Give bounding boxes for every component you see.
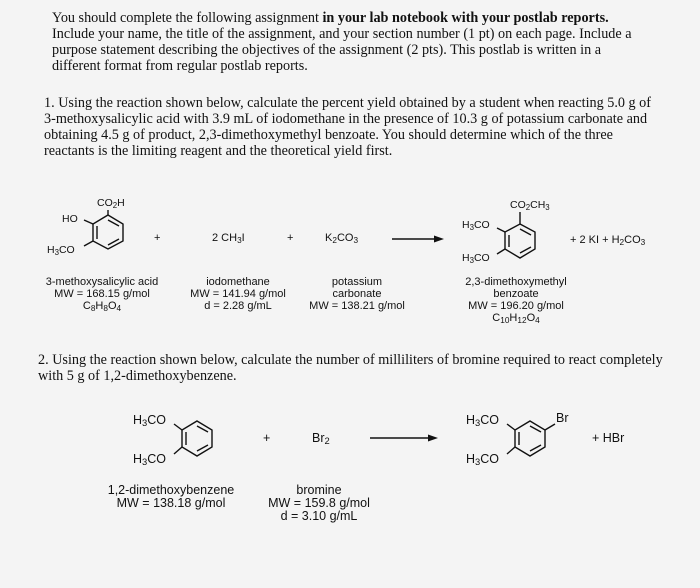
q1-r3-label: [297, 276, 417, 312]
question-1-text: 1. Using the reaction shown below, calculate the percent yield obtained by a student when reacting 5.0 g of 3-methoxysalicylic acid with 3.9 mL of iodomethane in the presence of 10.3 g of potassium carbonate and obtaining 4.5 g of product, 2,3-dimethoxymethyl benzoate. You should determine which of the three reactants is the limiting reagent and the theoretical yield first.: [44, 95, 651, 159]
q1-r3-name1: potassium: [331, 276, 383, 288]
q1-product-group-bottom: $H_3CO$: [462, 252, 490, 265]
q1-product-name1: 2,3-dimethoxymethyl: [465, 276, 567, 288]
q1-plus-1: +: [154, 232, 161, 244]
q2-r2-name: bromine: [296, 483, 342, 497]
q1-byproducts: + 2 KI + $H_2CO_3$: [570, 234, 646, 247]
q2-product-group-top: $H_3CO$: [466, 413, 499, 428]
q1-r1-mw: MW = 168.15 g/mol: [54, 288, 150, 300]
intro-bold-text: in your lab notebook with your postlab reports.: [322, 10, 609, 26]
q1-r2-density: d = 2.28 g/mL: [204, 300, 272, 312]
q2-product-bromo-group: Br: [556, 411, 569, 425]
q2-plus: +: [263, 431, 271, 445]
q1-iodomethane-formula: 2 $CH_3I$: [212, 232, 245, 245]
question-2-text: 2. Using the reaction shown below, calculate the number of milliliters of bromine required to react completely with 5 g of 1,2-dimethoxybenzene.: [38, 352, 663, 384]
q1-r1-group-top: $CO_2H$: [97, 197, 125, 210]
q2-byproduct: + HBr: [592, 431, 625, 445]
q1-k2co3-formula: $K_2CO_3$: [325, 232, 359, 245]
q1-r1-group-left: HO: [62, 213, 78, 225]
q1-product-group-top: $CO_2CH_3$: [510, 199, 550, 212]
q2-r1-group-top: $H_3CO$: [133, 413, 166, 428]
q1-r2-label: [175, 276, 301, 312]
q2-r1-name: 1,2-dimethoxybenzene: [107, 483, 235, 497]
q1-product-formula: $C_{10}H_{12}O_4$: [492, 312, 540, 325]
q1-plus-2: +: [287, 232, 294, 244]
q1-product-label: [446, 276, 586, 327]
q2-r1-group-bottom: $H_3CO$: [133, 452, 166, 467]
q1-r2-name: iodomethane: [206, 276, 270, 288]
q1-r1-group-bottom: $H_3CO$: [47, 244, 75, 257]
q1-r1-label: [33, 276, 171, 315]
q2-r2-mw: MW = 159.8 g/mol: [268, 496, 370, 510]
q1-product-name2: benzoate: [493, 288, 539, 300]
q2-r1-mw: MW = 138.18 g/mol: [116, 496, 226, 510]
q2-r2-label: [260, 484, 378, 523]
q2-r1-label: [96, 484, 246, 510]
q2-product-group-bottom: $H_3CO$: [466, 452, 499, 467]
q1-r2-mw: MW = 141.94 g/mol: [190, 288, 286, 300]
q2-bromine-formula: $Br_2$: [312, 431, 330, 446]
q1-product-mw: MW = 196.20 g/mol: [468, 300, 564, 312]
q1-product-group-left: $H_3CO$: [462, 219, 490, 232]
intro-text-1: You should complete the following assignment: [52, 10, 323, 26]
q2-r2-density: d = 3.10 g/mL: [280, 509, 358, 523]
q1-r1-name: 3-methoxysalicylic acid: [45, 276, 159, 288]
q1-r3-mw: MW = 138.21 g/mol: [309, 300, 405, 312]
intro-text-2: Include your name, the title of the assignment, and your section number (1 pt) on each page. Include a purpose statement describing the objectives of the assignment (2 pts). This postlab is written in a different format from regular postlab reports.: [52, 26, 632, 74]
q1-r1-formula: $C_8H_8O_4$: [82, 300, 122, 313]
q1-r3-name2: carbonate: [332, 288, 382, 300]
